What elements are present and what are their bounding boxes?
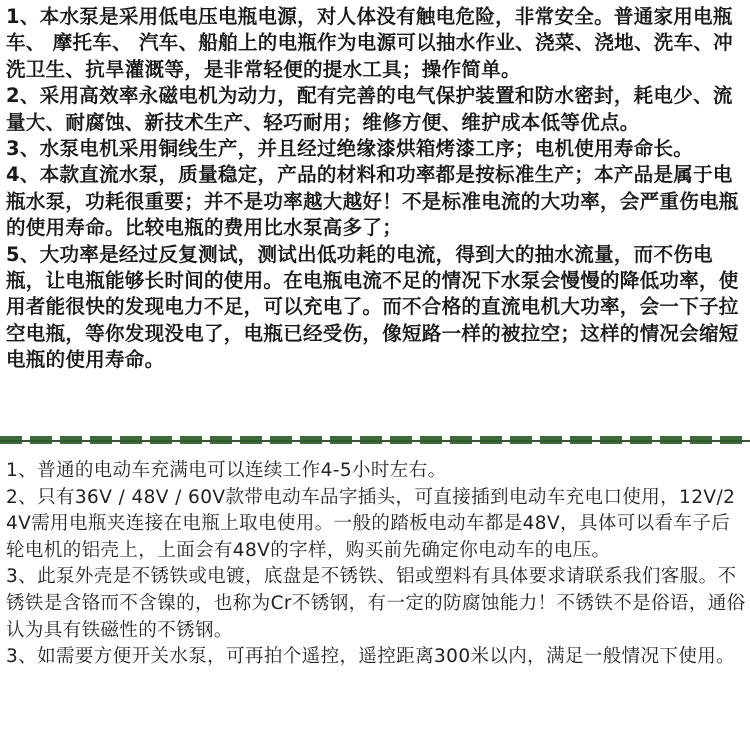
feature-paragraph-2: 2、采用高效率永磁电机为动力，配有完善的电气保护装置和防水密封，耗电少、流量大、耐腐蚀、新技术生产、轻巧耐用；维修方便、维护成本低等优点。: [6, 84, 733, 134]
usage-paragraph-3: 3、此泵外壳是不锈铁或电镀，底盘是不锈铁、铝或塑料有具体要求请联系我们客服。不锈铁是含铬而不含镍的，也称为Cr不锈钢，有一定的防腐蚀能力！不锈铁不是俗语，通俗认为具有铁磁性的不锈钢。: [6, 566, 746, 641]
usage-notes-section: [6, 458, 746, 671]
usage-paragraph-2: 2、只有36V / 48V / 60V款带电动车品字插头，可直接插到电动车充电口使用，12V/24V需用电瓶夹连接在电瓶上取电使用。一般的踏板电动车都是48V，具体可以看车子后轮电机的铝壳上，上面会有48V的字样，购买前先确定你电动车的电压。: [6, 486, 736, 561]
feature-paragraph-5: 5、大功率是经过反复测试，测试出低功耗的电流，得到大的抽水流量，而不伤电瓶，让电瓶能够长时间的使用。在电瓶电流不足的情况下水泵会慢慢的降低功率，使用者能很快的发现电力不足，可以充电了。而不合格的直流电机大功率，会一下子拉空电瓶，等你发现没电了，电瓶已经受伤，像短路一样的被拉空；这样的情况会缩短电瓶的使用寿命。: [6, 242, 739, 372]
usage-paragraph-4: 3、如需要方便开关水泵，可再拍个遥控，遥控距离300米以内，满足一般情况下使用。: [6, 646, 736, 668]
section-divider-line: [0, 440, 750, 442]
feature-paragraph-1: 1、本水泵是采用低电压电瓶电源，对人体没有触电危险，非常安全。普通家用电瓶车、 摩托车、 汽车、船舶上的电瓶作为电源可以抽水作业、浇菜、浇地、洗车、冲洗卫生、抗旱灌溉等，是非常轻便的提水工具；操作简单。: [6, 5, 733, 81]
usage-paragraph-1: 1、普通的电动车充满电可以连续工作4-5小时左右。: [6, 460, 447, 481]
feature-paragraph-3: 3、水泵电机采用铜线生产，并且经过绝缘漆烘箱烤漆工序；电机使用寿命长。: [6, 137, 694, 161]
feature-paragraph-4: 4、本款直流水泵，质量稳定，产品的材料和功率都是按标准生产；本产品是属于电瓶水泵，功耗很重要；并不是功率越大越好！不是标准电流的大功率，会严重伤电瓶的使用寿命。比较电瓶的费用比水泵高多了；: [6, 163, 739, 240]
product-features-section: [6, 4, 746, 374]
